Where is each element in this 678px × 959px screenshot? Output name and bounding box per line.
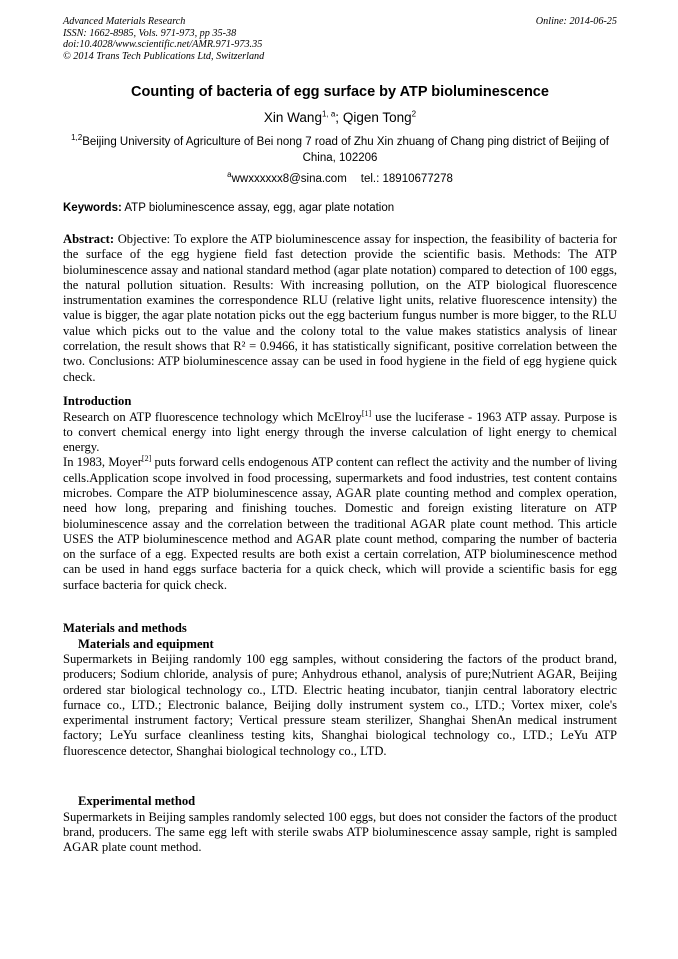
citation: [2] bbox=[141, 454, 152, 464]
journal-copyright: © 2014 Trans Tech Publications Ltd, Switzerland bbox=[63, 50, 265, 62]
experimental-section bbox=[63, 794, 617, 855]
subsection-heading: Experimental method bbox=[78, 794, 196, 808]
section-heading: Introduction bbox=[63, 394, 132, 408]
paragraph: In 1983, Moyer[2] puts forward cells endogenous ATP content can reflect the activity and the number of living cells.Application scope involved in food processing, supermarkets and food industries, test content contains microbes. Compare the ATP bioluminescence assay, AGAR plate counting method and complex operation, need how long, preparing and finishing touches. Domestic and foreign existing literature on ATP bioluminescence assay and the correlation between the traditional AGAR plate count method. This article USES the ATP bioluminescence method and AGAR plate count method, comparing the number of bacteria on the surface of a egg. Expected results are both exist a certain correlation, ATP bioluminescence method can be used in hand eggs surface bacteria for a quick check, which will provide a scientific basis for egg surface bacteria for quick check. bbox=[63, 454, 618, 592]
paragraph: Supermarkets in Beijing randomly 100 egg samples, without considering the factors of the product brand, producers; Sodium chloride, analysis of pure; Anhydrous ethanol, analysis of pure;Nutrient AGAR, Beijing ordered star biological technology co., LTD. Electric heating incubator, tianjin central laboratory electric furnace co., LTD.; Electronic balance, Beijing dolly instrument system co., LTD.; Vortex mixer, cole's experimental instrument factory; Vertical pressure steam sterilizer, Shanghai ShenAn medical instrument factory; LeYu surface cleanliness testing kits, Shanghai biological technology co., LTD.; LeYu ATP fluorescence detector, Shanghai biological technology co., LTD. bbox=[63, 652, 617, 758]
telephone: tel.: 18910677278 bbox=[360, 173, 453, 185]
author-separator: ; bbox=[335, 110, 343, 125]
section-heading: Materials and methods bbox=[63, 621, 187, 635]
journal-issn: ISSN: 1662-8985, Vols. 971-973, pp 35-38 bbox=[63, 27, 237, 39]
author-name: Qigen Tong bbox=[342, 110, 412, 125]
affiliation-text: Beijing University of Agriculture of Bei nong 7 road of Zhu Xin zhuang of Chang ping district of Beijing of China, 102206 bbox=[82, 136, 609, 164]
keywords-label: Keywords: bbox=[63, 202, 122, 214]
email-mark: a bbox=[227, 170, 232, 180]
citation: [1] bbox=[361, 408, 372, 418]
author-line bbox=[63, 109, 617, 126]
email-address: wwxxxxxx8@sina.com bbox=[231, 173, 347, 185]
subsection-heading: Materials and equipment bbox=[78, 636, 214, 651]
affiliation bbox=[63, 135, 617, 166]
author-name: Xin Wang bbox=[263, 110, 322, 125]
online-date: Online: 2014-06-25 bbox=[535, 16, 617, 27]
paragraph: Research on ATP fluorescence technology which McElroy[1] use the luciferase - 1963 ATP assay. Purpose is to convert chemical energy into light energy through the inverse calculation of light energy to chemical energy. bbox=[63, 408, 618, 455]
journal-doi: doi:10.4028/www.scientific.net/AMR.971-973.35 bbox=[63, 39, 263, 50]
contact-line bbox=[63, 172, 617, 187]
author-affil-mark: 1, a bbox=[321, 109, 336, 119]
affiliation-mark: 1,2 bbox=[71, 133, 83, 143]
abstract-label: Abstract: bbox=[63, 232, 115, 246]
keywords-text: ATP bioluminescence assay, egg, agar plate notation bbox=[121, 202, 395, 214]
paragraph: Supermarkets in Beijing samples randomly selected 100 eggs, but does not consider the factors of the product brand, producers. The same egg left with sterile swabs ATP bioluminescence assay sample, right is sampled AGAR plate count method. bbox=[63, 809, 617, 855]
abstract bbox=[63, 232, 617, 385]
materials-section bbox=[63, 621, 617, 759]
journal-name: Advanced Materials Research bbox=[63, 16, 186, 27]
abstract-text: Objective: To explore the ATP bioluminescence assay for inspection, the feasibility of bacteria for the surface of the egg hygiene field fast detection provide the scientific basis. Methods: The ATP bioluminescence assay and national standard method (agar plate notation) compared to detection of 100 eggs, the natural pollution situation. Results: With increasing pollution, on the ATP biological fluorescence instrumentation examines the correspondence RLU (relative light units, relative fluorescence intensity) the value is bigger, the agar plate notation picks out the egg bacterium fungus number is more bigger, to the RLU value which picks out to the value and the colony total to the value makes statistics analysis of linear correlation, the result shows that R² = 0.9466, it has statistically significant, positive correlation between the two. Conclusions: ATP bioluminescence assay can be used in food hygiene in the field of egg hygiene quick check. bbox=[63, 232, 617, 384]
paper-title: Counting of bacteria of egg surface by ATP bioluminescence bbox=[131, 84, 549, 100]
author-affil-mark: 2 bbox=[411, 109, 417, 119]
keywords bbox=[63, 201, 617, 216]
introduction-section bbox=[63, 394, 617, 593]
journal-header bbox=[63, 16, 617, 62]
